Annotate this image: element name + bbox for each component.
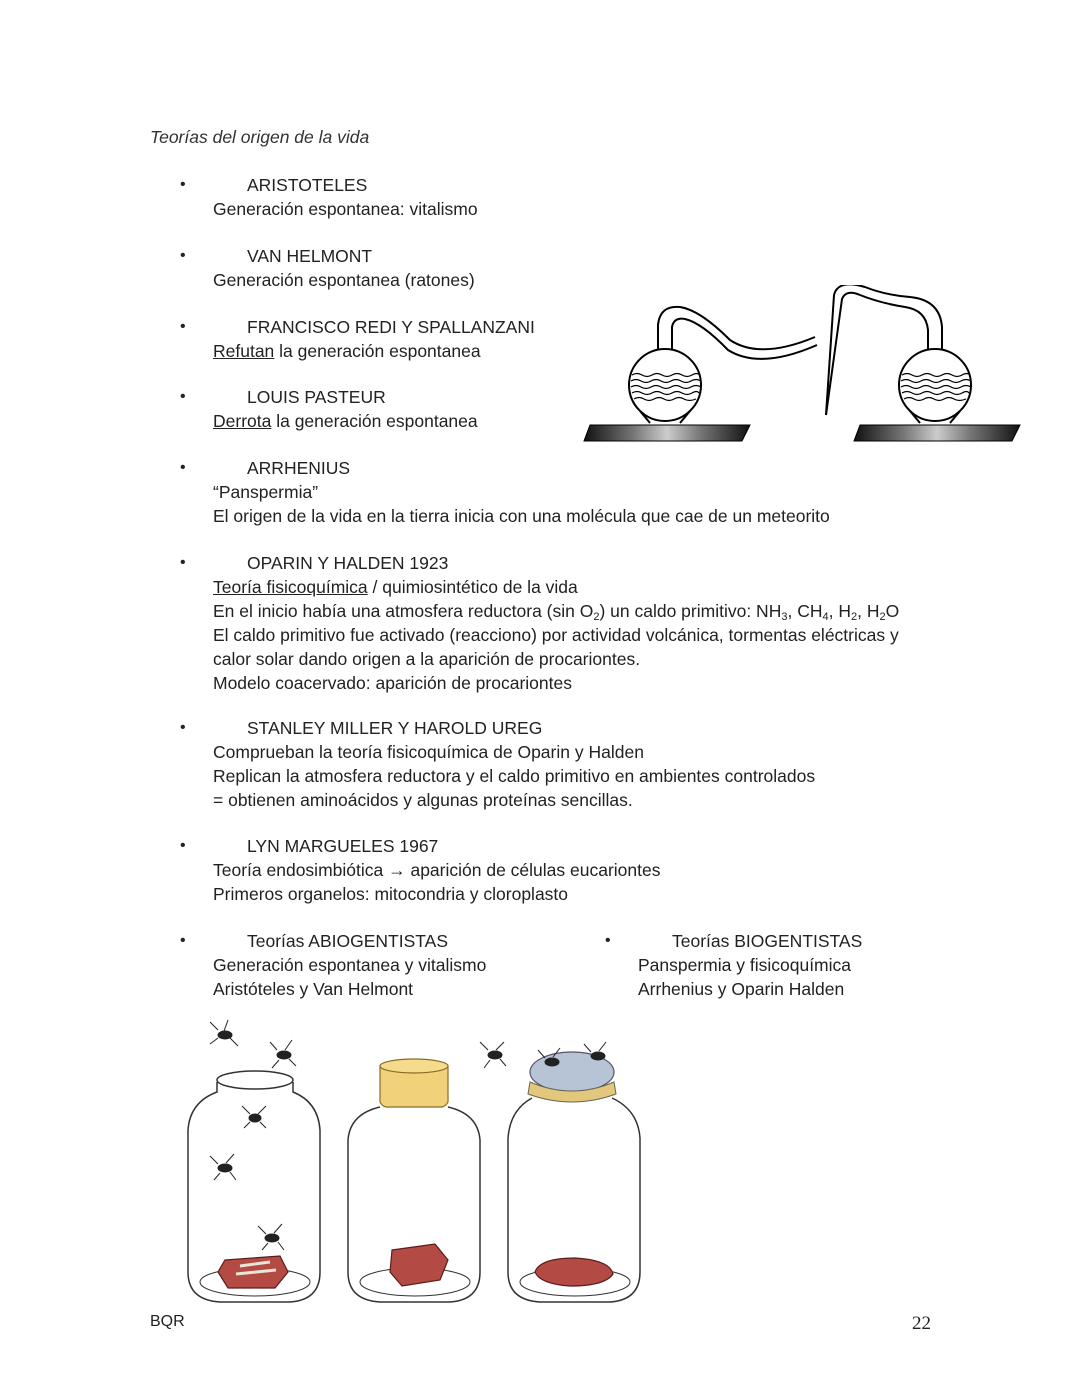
text-part: ) un caldo primitivo: NH bbox=[599, 601, 782, 621]
theory-text: Teoría endosimbiótica → aparición de células eucariontes bbox=[213, 860, 661, 880]
theory-text: Generación espontanea y vitalismo bbox=[213, 955, 487, 975]
theory-text: El origen de la vida en la tierra inicia con una molécula que cae de un meteorito bbox=[213, 506, 830, 526]
fly-icon bbox=[480, 1042, 506, 1068]
theory-text: Generación espontanea (ratones) bbox=[213, 270, 475, 290]
text-part: , CH bbox=[787, 601, 823, 621]
theory-text: Aristóteles y Van Helmont bbox=[213, 979, 414, 999]
jar-cork bbox=[348, 1059, 480, 1302]
jar-open bbox=[188, 1071, 320, 1302]
underlined-word: Teoría fisicoquímica bbox=[213, 577, 368, 597]
text-rest: la generación espontanea bbox=[271, 411, 478, 431]
page-number: 22 bbox=[912, 1313, 931, 1334]
underlined-word: Derrota bbox=[213, 411, 272, 431]
theory-text: El caldo primitivo fue activado (reacciono) por actividad volcánica, tormentas eléctricas y bbox=[213, 625, 899, 645]
bullet: • bbox=[180, 719, 186, 736]
theory-text: Modelo coacervado: aparición de procariontes bbox=[213, 673, 572, 693]
flask-broken-neck bbox=[826, 285, 1020, 441]
fly-icon bbox=[242, 1106, 266, 1128]
theory-text: Panspermia y fisicoquímica bbox=[638, 955, 851, 975]
subscript: 2 bbox=[593, 611, 600, 623]
bullet: • bbox=[180, 554, 186, 571]
theory-text: = obtienen aminoácidos y algunas proteínas sencillas. bbox=[213, 790, 633, 810]
text-rest: / quimiosintético de la vida bbox=[367, 577, 578, 597]
pasteur-flasks-illustration bbox=[580, 285, 1025, 450]
bullet: • bbox=[605, 932, 611, 949]
bullet: • bbox=[180, 247, 186, 264]
subscript: 4 bbox=[822, 611, 829, 623]
subscript: 2 bbox=[879, 611, 886, 623]
theory-text: Comprueban la teoría fisicoquímica de Oparin y Halden bbox=[213, 742, 644, 762]
theory-text: Primeros organelos: mitocondria y cloroplasto bbox=[213, 884, 569, 904]
bullet: • bbox=[180, 459, 186, 476]
redi-jars-illustration bbox=[180, 1010, 645, 1310]
bullet: • bbox=[180, 388, 186, 405]
bullet: • bbox=[180, 932, 186, 949]
theory-heading: ARRHENIUS bbox=[247, 458, 351, 478]
theory-heading: LOUIS PASTEUR bbox=[247, 387, 386, 407]
theory-text bbox=[213, 339, 481, 363]
theory-heading: LYN MARGUELES 1967 bbox=[247, 836, 439, 856]
theory-heading: OPARIN Y HALDEN 1923 bbox=[247, 553, 449, 573]
theory-heading: ARISTOTELES bbox=[247, 175, 368, 195]
text-part: O bbox=[885, 601, 900, 621]
bullet: • bbox=[180, 176, 186, 193]
flask-swan-neck bbox=[584, 307, 817, 441]
text-rest: la generación espontanea bbox=[274, 341, 481, 361]
theory-heading: FRANCISCO REDI Y SPALLANZANI bbox=[247, 317, 535, 337]
theory-heading: VAN HELMONT bbox=[247, 246, 373, 266]
fly-icon bbox=[270, 1040, 296, 1068]
theory-text: calor solar dando origen a la aparición de procariontes. bbox=[213, 649, 641, 669]
fly-icon bbox=[210, 1020, 238, 1046]
text-part: En el inicio había una atmosfera reductora (sin O bbox=[213, 601, 594, 621]
text-part: , H bbox=[828, 601, 851, 621]
text-part: , H bbox=[857, 601, 880, 621]
theory-text bbox=[213, 575, 578, 599]
subscript: 2 bbox=[850, 611, 858, 623]
bullet: • bbox=[180, 837, 186, 854]
fly-icon bbox=[258, 1224, 284, 1250]
theory-text: Arrhenius y Oparin Halden bbox=[638, 979, 845, 999]
page-title: Teorías del origen de la vida bbox=[150, 127, 370, 147]
theory-heading: STANLEY MILLER Y HAROLD UREG bbox=[247, 718, 543, 738]
bullet: • bbox=[180, 318, 186, 335]
fly-icon bbox=[210, 1154, 236, 1180]
theory-text: “Panspermia” bbox=[213, 482, 319, 502]
underlined-word: Refutan bbox=[213, 341, 275, 361]
theory-text: Replican la atmosfera reductora y el caldo primitivo en ambientes controlados bbox=[213, 766, 816, 786]
subscript: 3 bbox=[781, 611, 788, 623]
theory-text: Generación espontanea: vitalismo bbox=[213, 199, 478, 219]
theory-text bbox=[213, 409, 478, 433]
footer-label: BQR bbox=[150, 1313, 185, 1330]
jar-gauze bbox=[508, 1052, 640, 1302]
theory-heading: Teorías ABIOGENTISTAS bbox=[247, 931, 448, 951]
theory-heading: Teorías BIOGENTISTAS bbox=[672, 931, 863, 951]
